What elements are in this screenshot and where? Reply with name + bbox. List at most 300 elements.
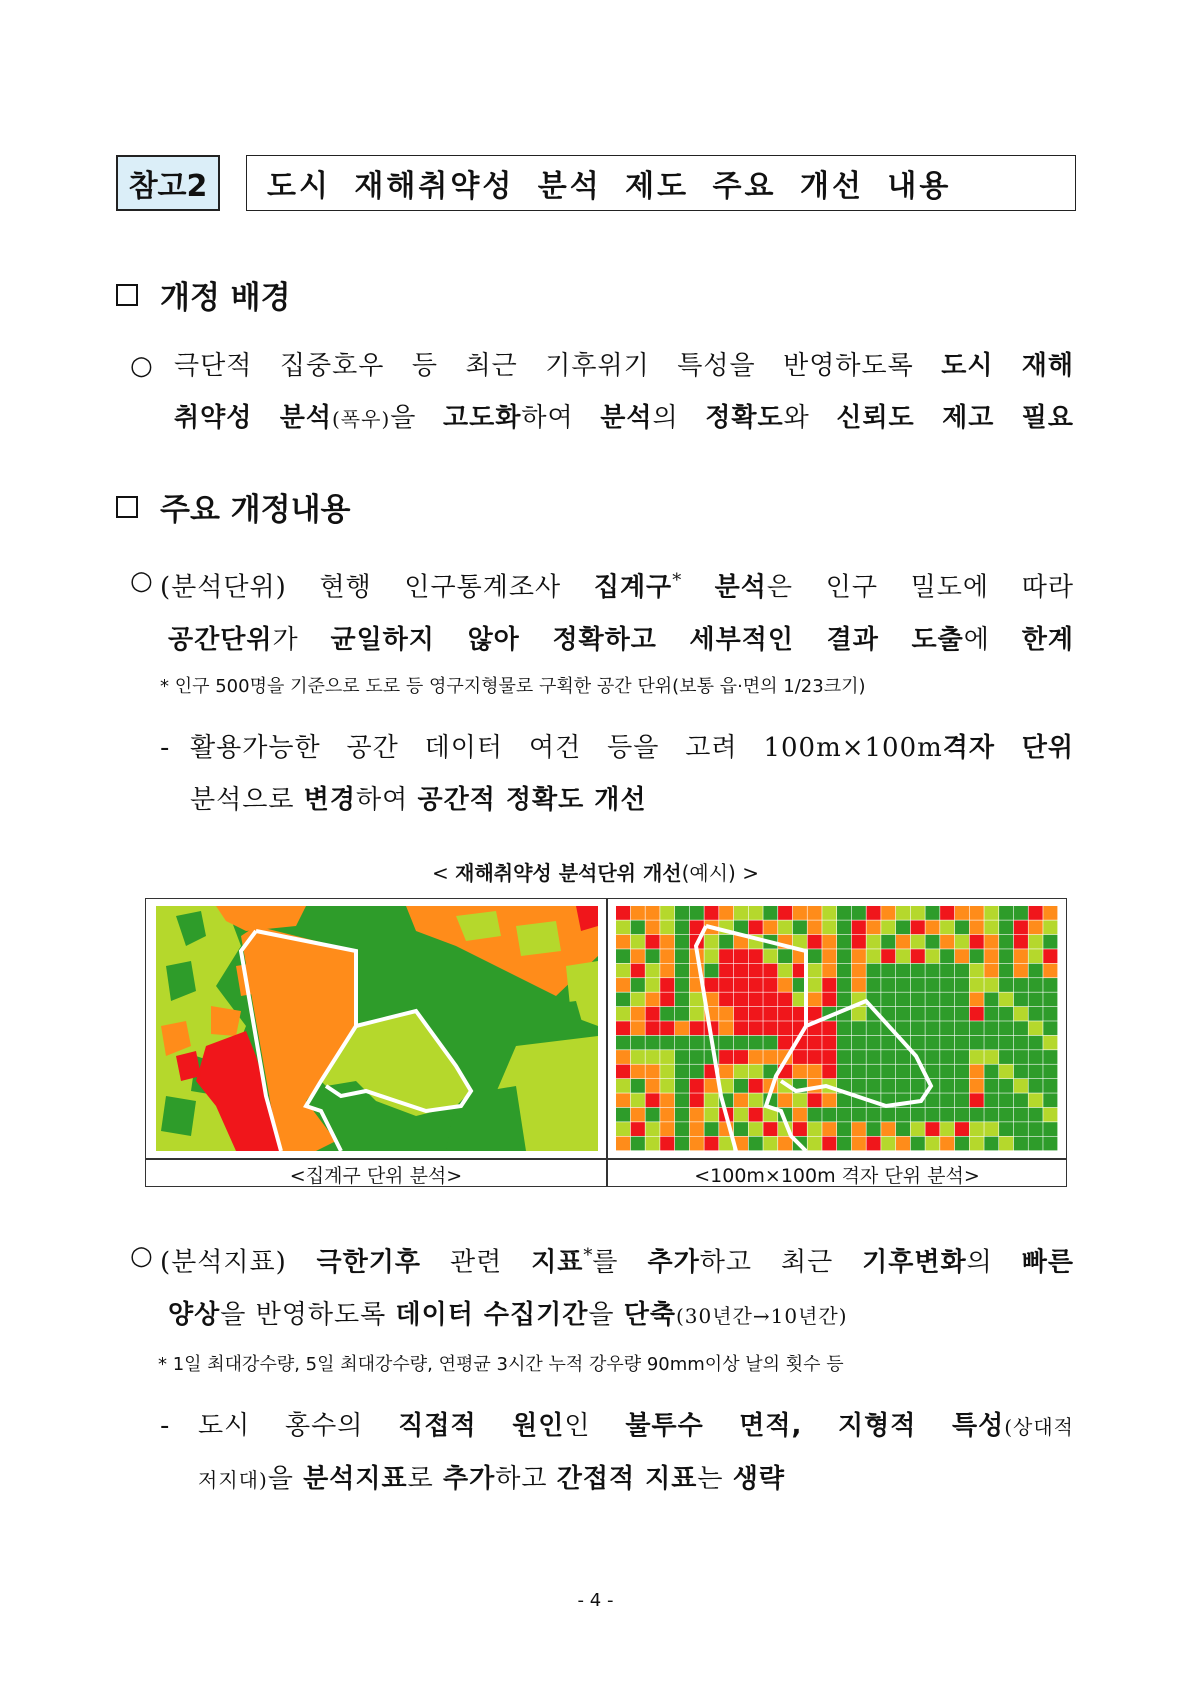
grid-cell <box>675 964 689 978</box>
figure-label-divider <box>145 1158 1067 1160</box>
grid-cell <box>984 964 998 978</box>
grid-cell <box>660 1137 674 1151</box>
grid-cell <box>616 964 630 978</box>
grid-cell <box>852 1079 866 1093</box>
grid-cell <box>645 1122 659 1136</box>
grid-cell <box>1029 1137 1043 1151</box>
grid-cell <box>616 1050 630 1064</box>
grid-cell <box>881 906 895 920</box>
grid-cell <box>1043 920 1057 934</box>
grid-cell <box>616 1079 630 1093</box>
grid-cell <box>704 1137 718 1151</box>
grid-cell <box>719 949 733 963</box>
grid-cell <box>675 935 689 949</box>
grid-cell <box>645 920 659 934</box>
grid-cell <box>616 992 630 1006</box>
grid-cell <box>616 1036 630 1050</box>
grid-cell <box>837 906 851 920</box>
grid-cell <box>704 906 718 920</box>
grid-cell <box>778 1137 792 1151</box>
grid-cell <box>984 1108 998 1122</box>
grid-cell <box>690 1137 704 1151</box>
grid-cell <box>852 1036 866 1050</box>
grid-cell <box>763 906 777 920</box>
grid-cell <box>822 949 836 963</box>
grid-cell <box>1043 906 1057 920</box>
circle-bullet-icon: ○ <box>130 351 154 381</box>
grid-cell <box>749 906 763 920</box>
grid-cell <box>749 1122 763 1136</box>
grid-cell <box>896 1122 910 1136</box>
grid-cell <box>970 1093 984 1107</box>
grid-cell <box>999 992 1013 1006</box>
page-number: - 4 - <box>577 1590 614 1611</box>
grid-cell <box>955 1021 969 1035</box>
grid-cell <box>852 906 866 920</box>
grid-cell <box>852 920 866 934</box>
grid-cell <box>675 1036 689 1050</box>
grid-cell <box>749 949 763 963</box>
grid-cell <box>881 978 895 992</box>
grid-cell <box>896 992 910 1006</box>
grid-cell <box>881 1050 895 1064</box>
grid-cell <box>778 964 792 978</box>
grid-cell <box>749 978 763 992</box>
grid-cell <box>1043 964 1057 978</box>
grid-cell <box>631 935 645 949</box>
grid-cell <box>719 1021 733 1035</box>
grid-cell <box>925 992 939 1006</box>
grid-cell <box>645 1108 659 1122</box>
grid-cell <box>866 1065 880 1079</box>
grid-cell <box>631 1079 645 1093</box>
grid-cell <box>940 964 954 978</box>
grid-cell <box>970 1079 984 1093</box>
grid-cell <box>837 1036 851 1050</box>
grid-cell <box>822 1050 836 1064</box>
grid-cell <box>896 1021 910 1035</box>
grid-cell <box>734 1036 748 1050</box>
grid-cell <box>866 906 880 920</box>
grid-cell <box>925 964 939 978</box>
grid-cell <box>645 1021 659 1035</box>
grid-cell <box>1014 935 1028 949</box>
grid-cell <box>911 1137 925 1151</box>
grid-cell <box>1029 949 1043 963</box>
unit-sub-paragraph: - 활용가능한 공간 데이터 여건 등을 고려 100m×100m격자 단위 분석으로 변경하여 공간적 정확도 개선 <box>190 722 1074 826</box>
grid-cell <box>837 992 851 1006</box>
grid-cell <box>660 964 674 978</box>
grid-cell <box>881 1079 895 1093</box>
grid-cell <box>660 1021 674 1035</box>
grid-cell <box>1014 920 1028 934</box>
grid-cell <box>660 1122 674 1136</box>
grid-cell <box>631 949 645 963</box>
background-paragraph: ○ 극단적 집중호우 등 최근 기후위기 특성을 반영하도록 도시 재해 취약성 분석(폭우)을 고도화하여 분석의 정확도와 신뢰도 제고 필요 <box>174 340 1074 445</box>
grid-cell <box>749 992 763 1006</box>
grid-cell <box>763 1021 777 1035</box>
grid-cell <box>675 920 689 934</box>
grid-cell <box>645 978 659 992</box>
grid-cell <box>734 992 748 1006</box>
grid-cell <box>911 920 925 934</box>
grid-cell <box>675 1079 689 1093</box>
grid-cell <box>616 1108 630 1122</box>
grid-cell <box>999 1021 1013 1035</box>
grid-cell <box>1014 1108 1028 1122</box>
grid-cell <box>778 1093 792 1107</box>
grid-cell <box>631 1050 645 1064</box>
grid-cell <box>690 1007 704 1021</box>
grid-cell <box>881 1137 895 1151</box>
grid-cell <box>631 1065 645 1079</box>
grid-cell <box>852 1108 866 1122</box>
grid-cell <box>911 1021 925 1035</box>
indicator-footnote: * 1일 최대강수량, 5일 최대강수량, 연평균 3시간 누적 강우량 90mm이상 날의 횟수 등 <box>158 1354 844 1375</box>
grid-cell <box>675 1021 689 1035</box>
grid-cell <box>1043 1108 1057 1122</box>
unit-footnote: * 인구 500명을 기준으로 도로 등 영구지형물로 구획한 공간 단위(보통 읍·면의 1/23크기) <box>160 676 866 697</box>
grid-cell <box>970 1021 984 1035</box>
grid-cell <box>1043 1079 1057 1093</box>
grid-cell <box>808 1050 822 1064</box>
grid-cell <box>778 949 792 963</box>
grid-cell <box>690 992 704 1006</box>
grid-cell <box>690 1122 704 1136</box>
grid-cell <box>793 920 807 934</box>
grid-cell <box>808 1036 822 1050</box>
grid-cell <box>984 992 998 1006</box>
grid-cell <box>911 1007 925 1021</box>
grid-cell <box>1014 1137 1028 1151</box>
grid-cell <box>925 949 939 963</box>
grid-cell <box>1043 1021 1057 1035</box>
grid-cell <box>734 1093 748 1107</box>
grid-cell <box>822 1108 836 1122</box>
grid-cell <box>645 906 659 920</box>
grid-cell <box>940 1036 954 1050</box>
grid-cell <box>763 1050 777 1064</box>
grid-cell <box>734 1065 748 1079</box>
grid-cell <box>925 1093 939 1107</box>
grid-cell <box>1043 1137 1057 1151</box>
grid-cell <box>1014 1065 1028 1079</box>
grid-cell <box>925 920 939 934</box>
grid-cell <box>690 1050 704 1064</box>
grid-cell <box>925 1108 939 1122</box>
grid-cell <box>808 920 822 934</box>
grid-cell <box>955 1050 969 1064</box>
grid-cell <box>616 1137 630 1151</box>
grid-cell <box>940 1108 954 1122</box>
grid-cell <box>822 964 836 978</box>
grid-cell <box>719 906 733 920</box>
grid-cell <box>984 949 998 963</box>
grid-cell <box>778 906 792 920</box>
indicator-sub-paragraph: - 도시 홍수의 직접적 원인인 불투수 면적, 지형적 특성(상대적 저지대)을 분석지표로 추가하고 간접적 지표는 생략 <box>198 1400 1074 1506</box>
grid-cell <box>837 1108 851 1122</box>
grid-cell <box>955 1065 969 1079</box>
grid-cell <box>881 920 895 934</box>
grid-cell <box>631 964 645 978</box>
grid-cell <box>808 992 822 1006</box>
grid-cell <box>749 1065 763 1079</box>
grid-cell <box>675 1108 689 1122</box>
grid-cell <box>955 1137 969 1151</box>
grid-cell <box>763 1122 777 1136</box>
grid-cell <box>822 935 836 949</box>
grid-cell <box>866 1137 880 1151</box>
grid-cell <box>1043 1050 1057 1064</box>
grid-cell <box>881 1036 895 1050</box>
grid-cell <box>675 1137 689 1151</box>
grid-cell <box>1014 906 1028 920</box>
grid-cell <box>896 978 910 992</box>
grid-cell <box>911 1036 925 1050</box>
grid-cell <box>631 992 645 1006</box>
grid-cell <box>984 1036 998 1050</box>
grid-cell <box>616 935 630 949</box>
grid-cell <box>955 964 969 978</box>
grid-cell <box>925 935 939 949</box>
grid-cell <box>970 978 984 992</box>
grid-cell <box>984 1137 998 1151</box>
grid-cell <box>704 949 718 963</box>
grid-cell <box>616 1122 630 1136</box>
grid-cell <box>675 1122 689 1136</box>
dash-bullet: - <box>160 1411 171 1441</box>
census-block-label: <집계구 단위 분석> <box>289 1165 463 1187</box>
page-title: 도시 재해취약성 분석 제도 주요 개선 내용 <box>246 155 1076 211</box>
grid-cell <box>866 1021 880 1035</box>
grid-cell <box>1014 1050 1028 1064</box>
grid-cell <box>734 1050 748 1064</box>
grid-cell <box>690 906 704 920</box>
grid-cell <box>660 992 674 1006</box>
grid-cell <box>940 1065 954 1079</box>
grid-cell <box>749 964 763 978</box>
grid-cell <box>1014 1036 1028 1050</box>
grid-cell <box>763 978 777 992</box>
grid-cell <box>660 1079 674 1093</box>
grid-cell <box>734 978 748 992</box>
grid-cell <box>675 1050 689 1064</box>
grid-cell <box>1029 1108 1043 1122</box>
figure-caption: < 재해취약성 분석단위 개선(예시) > <box>432 861 759 885</box>
grid-cell <box>822 978 836 992</box>
grid-cell <box>955 920 969 934</box>
grid-cell <box>911 964 925 978</box>
grid-cell <box>970 1065 984 1079</box>
grid-cell <box>808 949 822 963</box>
grid-cell <box>631 1122 645 1136</box>
grid-cell <box>925 1021 939 1035</box>
section-background-title: 개정 배경 <box>160 280 291 316</box>
grid-cell <box>631 1093 645 1107</box>
circle-bullet-icon: ○ <box>130 1241 154 1271</box>
grid-cell <box>1043 978 1057 992</box>
grid-cell <box>999 1036 1013 1050</box>
grid-cell <box>999 1050 1013 1064</box>
grid-cell <box>1043 1122 1057 1136</box>
grid-cell <box>808 1108 822 1122</box>
grid-cell <box>793 1050 807 1064</box>
grid-cell <box>660 978 674 992</box>
grid-cell <box>984 906 998 920</box>
grid-cell <box>866 935 880 949</box>
grid-cell <box>1014 1021 1028 1035</box>
grid-cell <box>645 1050 659 1064</box>
grid-cell <box>645 1137 659 1151</box>
grid-cell <box>999 1108 1013 1122</box>
grid-cell <box>808 1122 822 1136</box>
grid-cell <box>984 1093 998 1107</box>
grid-cell <box>837 964 851 978</box>
grid-cell <box>719 1007 733 1021</box>
grid-cell <box>822 1021 836 1035</box>
grid-cell <box>970 1050 984 1064</box>
grid-cell <box>866 1036 880 1050</box>
grid-cell <box>793 1065 807 1079</box>
grid-cell <box>999 1137 1013 1151</box>
grid-cell <box>778 1021 792 1035</box>
grid-cell <box>749 1021 763 1035</box>
grid-cell <box>675 1093 689 1107</box>
grid-cell <box>719 992 733 1006</box>
grid-cell <box>749 1137 763 1151</box>
grid-cell <box>734 1108 748 1122</box>
grid-cell <box>925 978 939 992</box>
grid-cell <box>911 1108 925 1122</box>
grid-cell <box>734 1079 748 1093</box>
grid-cell <box>911 949 925 963</box>
grid-cell <box>778 1036 792 1050</box>
grid-cell <box>719 935 733 949</box>
grid-cell <box>1014 978 1028 992</box>
grid-cell <box>822 906 836 920</box>
grid-cell <box>690 1093 704 1107</box>
grid-cell <box>866 978 880 992</box>
grid-cell <box>749 1108 763 1122</box>
grid-cell <box>690 1108 704 1122</box>
grid-cell <box>645 949 659 963</box>
grid-cell <box>896 964 910 978</box>
grid-cell <box>837 1122 851 1136</box>
grid-cell <box>955 1108 969 1122</box>
grid-cell <box>793 906 807 920</box>
grid-cell <box>970 992 984 1006</box>
grid-cell <box>940 1021 954 1035</box>
grid-cell <box>734 1007 748 1021</box>
grid-cell <box>940 949 954 963</box>
grid-cell <box>778 1007 792 1021</box>
grid-cell <box>690 1021 704 1035</box>
grid-cell <box>734 949 748 963</box>
checkbox-square-icon <box>116 496 138 518</box>
grid-cell <box>675 992 689 1006</box>
grid-cell <box>999 935 1013 949</box>
grid-cell <box>970 1108 984 1122</box>
grid-cell <box>690 1036 704 1050</box>
grid-cell <box>616 920 630 934</box>
grid-cell <box>999 906 1013 920</box>
grid-cell <box>822 1093 836 1107</box>
grid-cell <box>822 1137 836 1151</box>
grid-cell <box>984 1021 998 1035</box>
grid-cell <box>749 920 763 934</box>
grid-cell <box>631 1007 645 1021</box>
grid-cell <box>940 978 954 992</box>
grid-cell <box>955 1036 969 1050</box>
grid-cell <box>852 949 866 963</box>
grid-cell <box>749 1093 763 1107</box>
grid-cell <box>999 1079 1013 1093</box>
grid-cell <box>749 1036 763 1050</box>
grid-cell <box>808 1093 822 1107</box>
grid-cell <box>852 1007 866 1021</box>
grid-cell <box>1043 992 1057 1006</box>
grid-cell <box>896 1108 910 1122</box>
grid-cell <box>645 964 659 978</box>
grid-cell <box>837 935 851 949</box>
grid-cell <box>1029 978 1043 992</box>
grid-cell <box>866 920 880 934</box>
grid-cell <box>1029 1021 1043 1035</box>
grid-cell <box>852 964 866 978</box>
grid-cell-label: <100m×100m 격자 단위 분석> <box>694 1165 980 1187</box>
grid-cell <box>984 1079 998 1093</box>
grid-cell <box>866 949 880 963</box>
grid-cell <box>940 920 954 934</box>
grid-cell <box>940 906 954 920</box>
grid-cell <box>852 1065 866 1079</box>
grid-cell <box>852 1050 866 1064</box>
checkbox-square-icon <box>116 284 138 306</box>
grid-cell <box>1029 964 1043 978</box>
grid-cell <box>1043 949 1057 963</box>
grid-cell <box>631 978 645 992</box>
grid-cell <box>999 1007 1013 1021</box>
grid-cell <box>690 1079 704 1093</box>
grid-cell <box>704 1093 718 1107</box>
grid-cell <box>852 1122 866 1136</box>
grid-cell <box>852 935 866 949</box>
grid-cell <box>808 935 822 949</box>
grid-cell <box>631 906 645 920</box>
grid-cell <box>616 1021 630 1035</box>
grid-cell <box>763 949 777 963</box>
grid-cell <box>999 978 1013 992</box>
grid-cell <box>645 1079 659 1093</box>
grid-cell <box>616 1093 630 1107</box>
grid-cell <box>675 978 689 992</box>
grid-cell <box>970 1122 984 1136</box>
grid-cell <box>822 1036 836 1050</box>
grid-cell <box>616 906 630 920</box>
grid-cell <box>837 920 851 934</box>
grid-cell <box>940 1137 954 1151</box>
grid-cell <box>704 1079 718 1093</box>
grid-cell <box>734 1122 748 1136</box>
grid-cell <box>645 935 659 949</box>
grid-cell <box>1029 1079 1043 1093</box>
grid-cell <box>940 1122 954 1136</box>
grid-cell <box>660 935 674 949</box>
grid-cell <box>955 906 969 920</box>
grid-cell <box>925 1122 939 1136</box>
grid-cell <box>1043 935 1057 949</box>
grid-cell <box>896 1050 910 1064</box>
